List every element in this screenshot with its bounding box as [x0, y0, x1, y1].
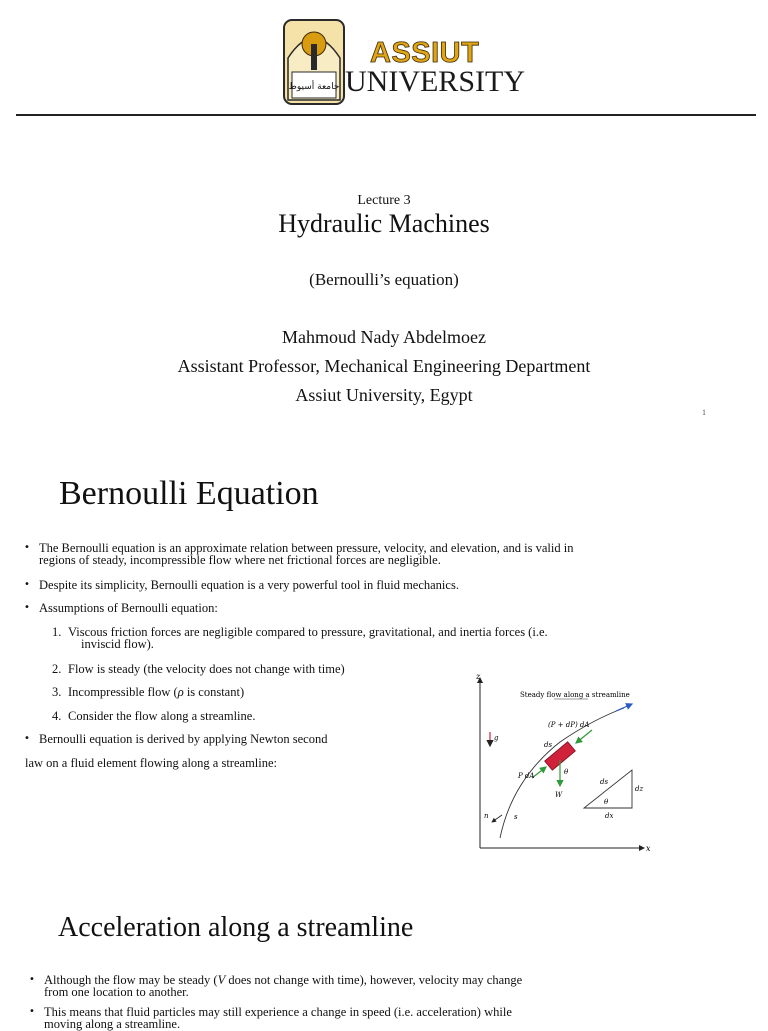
assumption-item-4	[52, 710, 255, 722]
element-angle-label: θ	[564, 768, 569, 776]
list-number: 3.	[52, 685, 62, 699]
triangle-hypotenuse-label: ds	[600, 778, 609, 786]
top-force-label: (P + dP) dA	[548, 721, 590, 729]
author-name: Mahmoud Nady Abdelmoez	[282, 327, 486, 347]
triangle-height-label: dz	[635, 785, 644, 793]
bullet-text: Although the flow may be steady (	[44, 973, 218, 987]
normal-direction-label: n	[484, 812, 489, 820]
bullet-text-line: from one location to another.	[44, 985, 189, 999]
list-text-line: inviscid flow).	[81, 637, 154, 651]
bullet-text-line: regions of steady, incompressible flow where net frictional forces are negligible.	[39, 553, 441, 567]
bullet-text: does not change with time), however, velocity may change	[225, 973, 523, 987]
assumption-item-1	[52, 626, 548, 650]
bullet-text-line: This means that fluid particles may still experience a change in speed (i.e. acceleration) while	[44, 1005, 512, 1019]
gravity-label: g	[494, 734, 499, 742]
logo-text-university: UNIVERSITY	[345, 65, 525, 98]
flow-direction-arrow	[616, 704, 632, 711]
author-position: Assistant Professor, Mechanical Engineering Department	[177, 356, 591, 376]
logo-text-assiut: ASSIUT	[370, 37, 480, 69]
slide-title-bernoulli: Bernoulli Equation	[59, 475, 319, 512]
bottom-force-label: P dA	[518, 772, 535, 780]
bullet-dot: •	[24, 733, 30, 744]
list-text-line: Viscous friction forces are negligible compared to pressure, gravitational, and inertia forces (i.e.	[68, 625, 548, 639]
streamline-label: Steady flow along a streamline	[520, 691, 630, 699]
bullet-dot: •	[29, 974, 35, 985]
z-axis-label: z	[476, 672, 481, 681]
weight-label: W	[555, 791, 563, 799]
author-affiliation: Assiut University, Egypt	[295, 385, 473, 405]
triangle-base-label: dx	[605, 812, 614, 820]
streamline-element-figure	[472, 670, 662, 855]
bullet-dot: •	[24, 602, 30, 613]
lecture-number: Lecture 3	[357, 193, 411, 208]
element-length-label: ds	[544, 741, 553, 749]
velocity-symbol: V	[217, 973, 226, 987]
bullet-newton-derivation	[24, 732, 328, 746]
bullet-bernoulli-definition	[24, 541, 574, 567]
list-text: is constant)	[183, 685, 245, 699]
list-number: 2.	[52, 662, 62, 676]
bullet-steady-flow-velocity	[29, 973, 523, 999]
slide-title-acceleration: Acceleration along a streamline	[58, 912, 414, 943]
list-text: Incompressible flow (	[68, 685, 178, 699]
bullet-text-line: Assumptions of Bernoulli equation:	[39, 601, 218, 615]
lecture-subtitle: (Bernoulli’s equation)	[309, 270, 459, 289]
triangle-angle-label: θ	[604, 798, 609, 806]
bullet-dot: •	[24, 542, 30, 553]
top-pressure-force-arrow	[576, 730, 592, 743]
list-text-line: Consider the flow along a streamline.	[68, 709, 256, 723]
header-divider	[16, 114, 756, 116]
bullet-assumptions	[24, 601, 218, 615]
bullet-text-line: The Bernoulli equation is an approximate relation between pressure, velocity, and elevation, and is valid in	[39, 541, 574, 555]
assumption-item-3	[52, 686, 244, 698]
assumption-item-2	[52, 663, 345, 675]
x-axis-label: x	[646, 844, 651, 853]
list-text-line: Flow is steady (the velocity does not change with time)	[68, 662, 345, 676]
bullet-text-line: moving along a streamline.	[44, 1017, 181, 1031]
bullet-dot: •	[29, 1006, 35, 1017]
lecture-title: Hydraulic Machines	[278, 209, 490, 238]
bullet-dot: •	[24, 579, 30, 590]
list-number: 1.	[52, 625, 62, 639]
bullet-powerful-tool	[24, 578, 459, 592]
streamwise-direction-label: s	[514, 813, 518, 821]
page-number: 1	[702, 408, 706, 417]
rho-symbol: ρ	[177, 685, 184, 699]
list-number: 4.	[52, 709, 62, 723]
bullet-text-line: Bernoulli equation is derived by applying Newton second	[39, 732, 328, 746]
logo-emblem-text: جامعة أسيوط	[288, 82, 340, 92]
bullet-particle-acceleration	[29, 1005, 512, 1031]
bullet-newton-continuation: law on a fluid element flowing along a streamline:	[25, 756, 278, 770]
bullet-text-line: Despite its simplicity, Bernoulli equation is a very powerful tool in fluid mechanics.	[39, 578, 459, 592]
normal-direction-arrow	[492, 815, 502, 822]
